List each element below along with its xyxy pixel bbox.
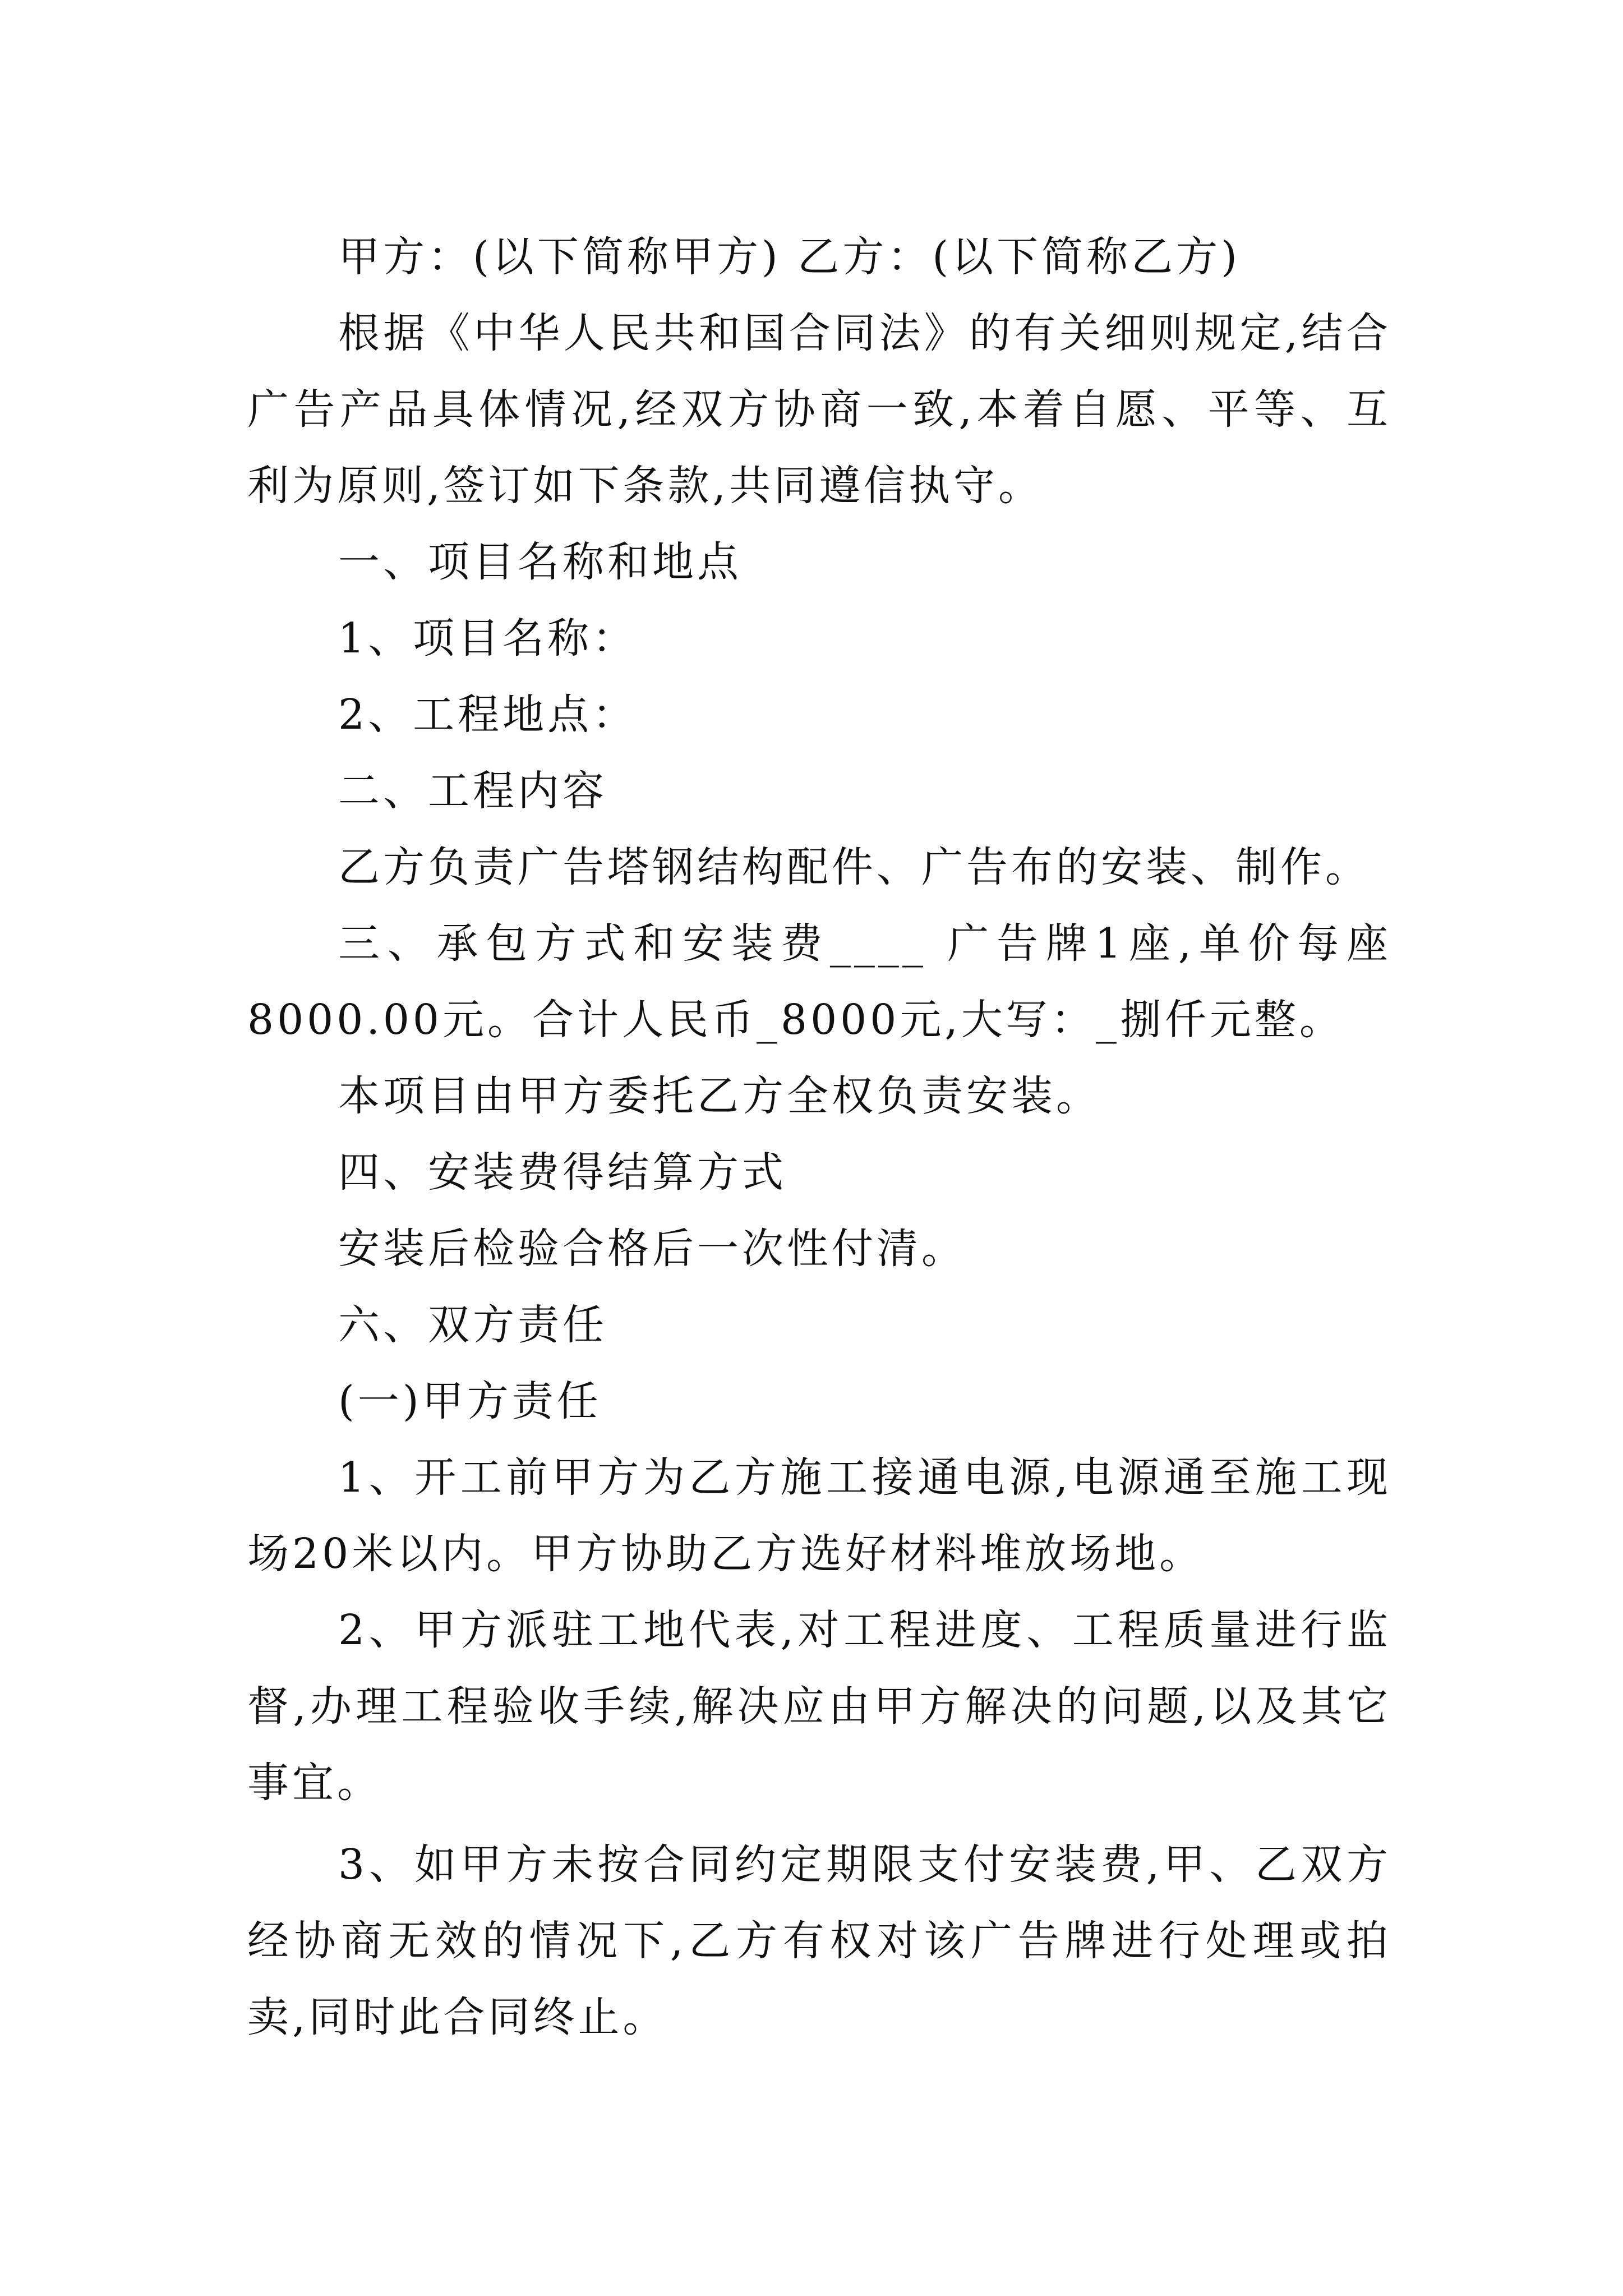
document-body — [247, 219, 1391, 2055]
paragraph-parties: 甲方：(以下简称甲方) 乙方：(以下简称乙方) — [338, 233, 1241, 281]
paragraph-project-name: 1、项目名称： — [338, 614, 638, 662]
heading-party-a-responsibilities: (一)甲方责任 — [338, 1377, 602, 1425]
paragraph-contract-fee: 三、承包方式和安装费____ 广告牌1座,单价每座8000.00元。合计人民币_8000元,大写：_捌仟元整。 — [247, 919, 1391, 1044]
heading-project-name-location: 一、项目名称和地点 — [338, 538, 742, 586]
paragraph-delegation: 本项目由甲方委托乙方全权负责安装。 — [338, 1072, 1101, 1120]
paragraph-work-content: 乙方负责广告塔钢结构配件、广告布的安装、制作。 — [338, 843, 1370, 891]
heading-responsibilities: 六、双方责任 — [338, 1301, 607, 1349]
paragraph-party-a-duty-3: 3、如甲方未按合同约定期限支付安装费,甲、乙双方经协商无效的情况下,乙方有权对该广告牌进行处理或拍卖,同时此合同终止。 — [247, 1841, 1391, 2041]
heading-work-content: 二、工程内容 — [338, 767, 607, 815]
paragraph-project-location: 2、工程地点： — [338, 691, 638, 739]
paragraph-settlement: 安装后检验合格后一次性付清。 — [338, 1225, 966, 1273]
heading-settlement: 四、安装费得结算方式 — [338, 1148, 787, 1197]
paragraph-party-a-duty-2: 2、甲方派驻工地代表,对工程进度、工程质量进行监督,办理工程验收手续,解决应由甲方解决的问题,以及其它事宜。 — [247, 1606, 1391, 1807]
paragraph-party-a-duty-1: 1、开工前甲方为乙方施工接通电源,电源通至施工现场20米以内。甲方协助乙方选好材料堆放场地。 — [247, 1453, 1391, 1578]
paragraph-preamble: 根据《中华人民共和国合同法》的有关细则规定,结合广告产品具体情况,经双方协商一致,本着自愿、平等、互利为原则,签订如下条款,共同遵信执守。 — [247, 309, 1391, 510]
